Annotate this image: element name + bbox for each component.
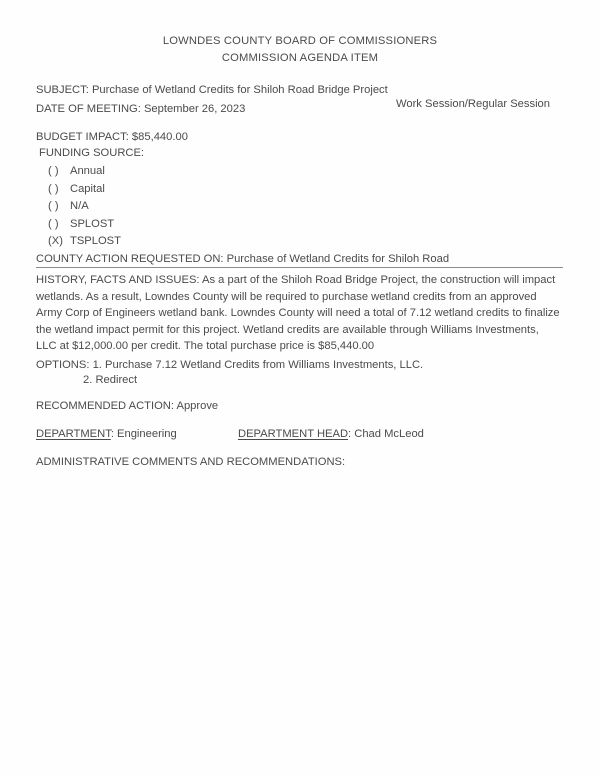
- options-item-1: OPTIONS: 1. Purchase 7.12 Wetland Credits from Williams Investments, LLC.: [36, 359, 424, 371]
- funding-option-label: TSPLOST: [70, 235, 121, 247]
- checkbox-splost[interactable]: ( ): [48, 217, 59, 230]
- header-title-line2: COMMISSION AGENDA ITEM: [221, 52, 379, 64]
- date-of-meeting-line: DATE OF MEETING: September 26, 2023: [36, 103, 246, 115]
- administrative-comments-label: ADMINISTRATIVE COMMENTS AND RECOMMENDATIONS:: [36, 456, 346, 468]
- department-label: DEPARTMENT: [36, 428, 111, 440]
- checkbox-annual[interactable]: ( ): [48, 165, 59, 177]
- funding-option-capital[interactable]: [48, 181, 121, 199]
- checkbox-capital[interactable]: ( ): [48, 182, 59, 195]
- department-head-field: [238, 427, 424, 442]
- department-head-value: : Chad McLeod: [348, 428, 424, 440]
- subject-line: SUBJECT: Purchase of Wetland Credits for Shiloh Road Bridge Project: [36, 84, 388, 96]
- funding-option-na[interactable]: [48, 198, 121, 216]
- checkbox-tsplost[interactable]: (X): [48, 235, 63, 247]
- funding-option-label: SPLOST: [70, 217, 115, 230]
- history-facts-issues-paragraph: HISTORY, FACTS AND ISSUES: As a part of the Shiloh Road Bridge Project, the construction will impact wetlands. As a result, Lowndes County will be required to purchase wetland credits from an approved Army Corp of Engineers wetland bank. Lowndes County will need a total of 7.12 wetland credits to finalize the wetland impact permit for this project. Wetland credits are available through Williams Investments, LLC at $12,000.00 per credit. The total purchase price is $85,440.00: [36, 274, 560, 353]
- checkbox-na[interactable]: ( ): [48, 200, 59, 212]
- department-value: : Engineering: [110, 428, 177, 440]
- funding-source-list: [48, 163, 121, 251]
- funding-option-annual[interactable]: [48, 163, 121, 181]
- recommended-action-line: RECOMMENDED ACTION: Approve: [36, 400, 219, 412]
- funding-source-label: FUNDING SOURCE:: [39, 147, 145, 159]
- funding-option-label: Capital: [70, 182, 105, 195]
- header-title-line1: LOWNDES COUNTY BOARD OF COMMISSIONERS: [162, 35, 438, 47]
- funding-option-label: Annual: [70, 165, 105, 177]
- session-type-label: Work Session/Regular Session: [396, 98, 551, 110]
- budget-impact-line: BUDGET IMPACT: $85,440.00: [36, 131, 188, 143]
- department-field: [36, 427, 177, 442]
- funding-option-splost[interactable]: [48, 216, 121, 234]
- county-action-requested-line: COUNTY ACTION REQUESTED ON: Purchase of Wetland Credits for Shiloh Road: [36, 253, 450, 265]
- funding-option-label: N/A: [70, 200, 89, 212]
- document-header: [0, 33, 600, 67]
- section-divider: [36, 267, 563, 268]
- department-head-label: DEPARTMENT HEAD: [238, 428, 349, 440]
- funding-option-tsplost[interactable]: [48, 233, 121, 251]
- options-item-2: 2. Redirect: [83, 374, 138, 386]
